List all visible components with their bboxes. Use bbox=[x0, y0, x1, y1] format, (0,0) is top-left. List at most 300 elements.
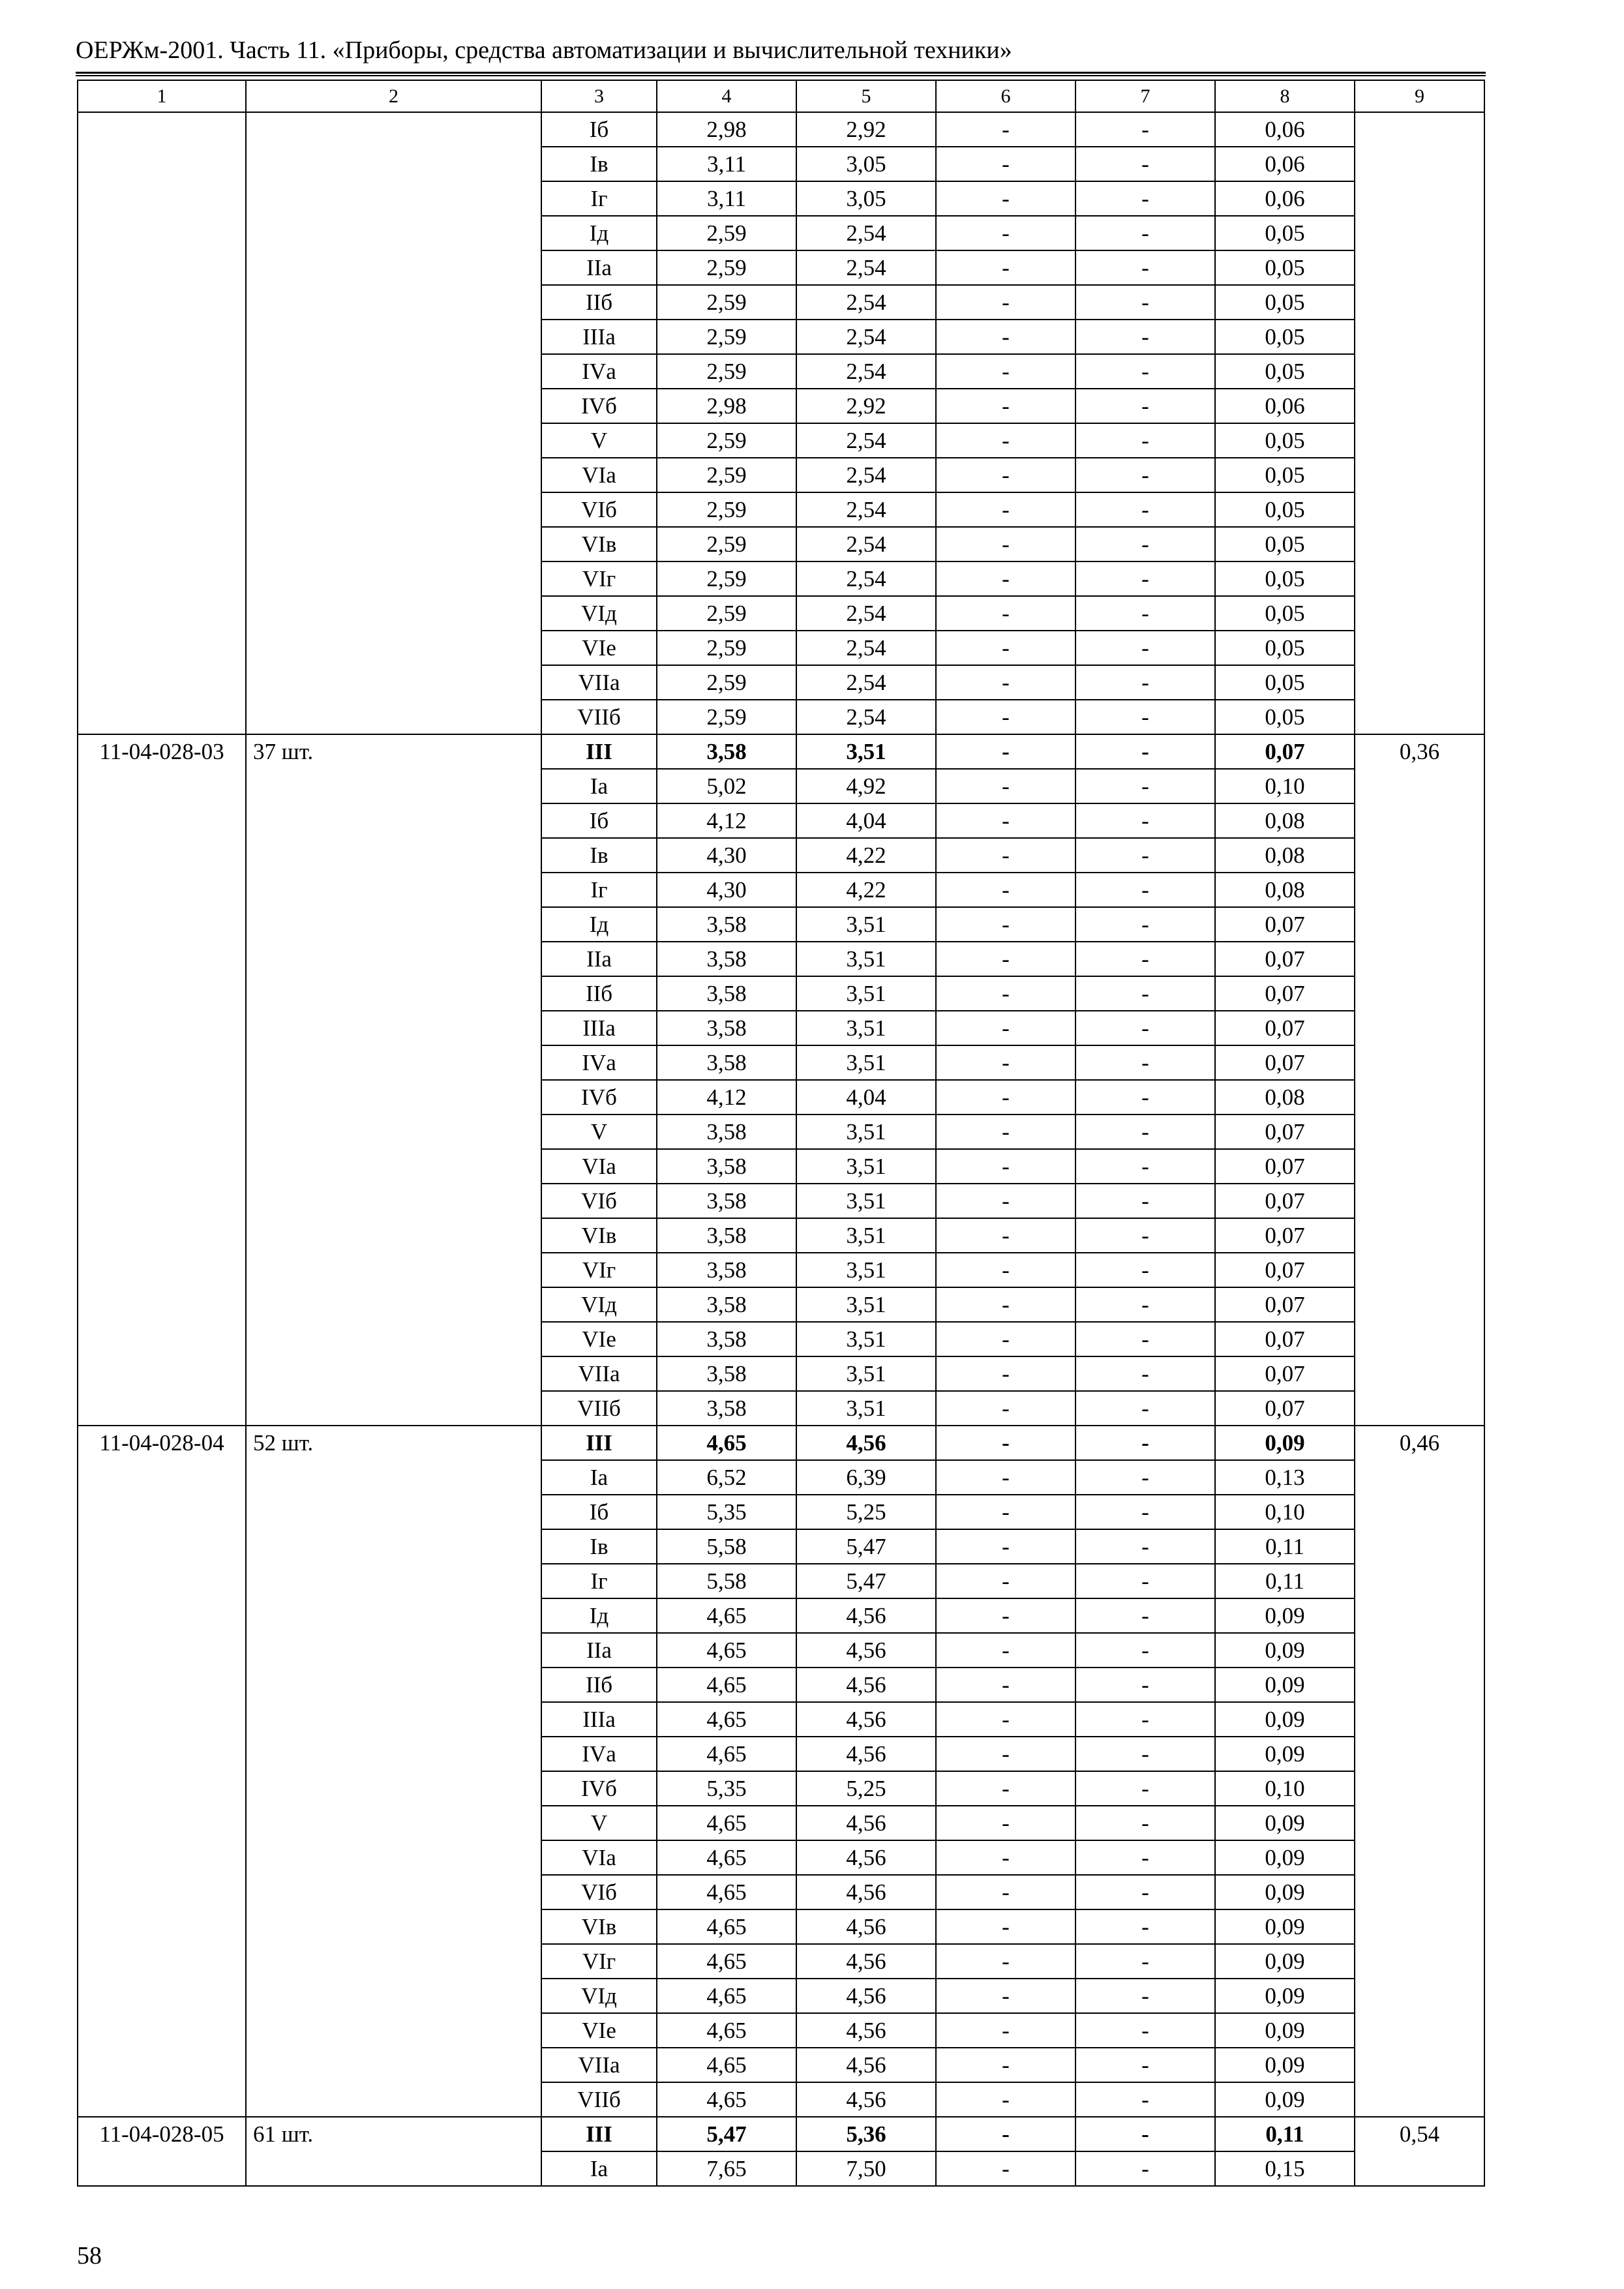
col5-cell: 3,51 bbox=[796, 1218, 936, 1253]
col8-cell: 0,08 bbox=[1215, 873, 1355, 907]
col7-cell: - bbox=[1075, 1322, 1215, 1356]
zone-cell: IIб bbox=[541, 1668, 657, 1702]
col7-cell: - bbox=[1075, 1806, 1215, 1840]
col6-cell: - bbox=[936, 1115, 1075, 1149]
zone-cell: IVа bbox=[541, 354, 657, 389]
zone-cell: VIв bbox=[541, 1218, 657, 1253]
col4-cell: 3,58 bbox=[657, 1253, 796, 1287]
col7-cell: - bbox=[1075, 561, 1215, 596]
col5-cell: 2,54 bbox=[796, 700, 936, 734]
col5-cell: 4,56 bbox=[796, 2082, 936, 2117]
column-number: 8 bbox=[1215, 80, 1355, 112]
col6-cell: - bbox=[936, 147, 1075, 181]
column-number-row bbox=[78, 80, 1484, 112]
col7-cell: - bbox=[1075, 1149, 1215, 1184]
col6-cell: - bbox=[936, 250, 1075, 285]
zone-cell: Iг bbox=[541, 181, 657, 216]
zone-cell: IVб bbox=[541, 1771, 657, 1806]
col4-cell: 5,58 bbox=[657, 1529, 796, 1564]
col8-cell: 0,05 bbox=[1215, 250, 1355, 285]
col6-cell: - bbox=[936, 458, 1075, 492]
col7-cell: - bbox=[1075, 527, 1215, 561]
col7-cell: - bbox=[1075, 838, 1215, 873]
col7-cell: - bbox=[1075, 769, 1215, 803]
col7-cell: - bbox=[1075, 1979, 1215, 2013]
zone-cell: IVа bbox=[541, 1045, 657, 1080]
col8-cell: 0,09 bbox=[1215, 2048, 1355, 2082]
zone-cell: IIа bbox=[541, 250, 657, 285]
col8-cell: 0,08 bbox=[1215, 803, 1355, 838]
col6-cell: - bbox=[936, 389, 1075, 423]
col6-cell: - bbox=[936, 492, 1075, 527]
col7-cell: - bbox=[1075, 1840, 1215, 1875]
col8-cell: 0,05 bbox=[1215, 320, 1355, 354]
col5-cell: 5,47 bbox=[796, 1564, 936, 1598]
col9-cell bbox=[1355, 112, 1484, 734]
zone-cell: VIе bbox=[541, 2013, 657, 2048]
col4-cell: 6,52 bbox=[657, 1460, 796, 1495]
zone-cell: Iа bbox=[541, 769, 657, 803]
col5-cell: 2,54 bbox=[796, 423, 936, 458]
col5-cell: 4,56 bbox=[796, 1979, 936, 2013]
col8-cell: 0,10 bbox=[1215, 1771, 1355, 1806]
col4-cell: 3,11 bbox=[657, 181, 796, 216]
col6-cell: - bbox=[936, 1045, 1075, 1080]
col6-cell: - bbox=[936, 1737, 1075, 1771]
col7-cell: - bbox=[1075, 250, 1215, 285]
zone-cell: Iв bbox=[541, 1529, 657, 1564]
col7-cell: - bbox=[1075, 2117, 1215, 2151]
table-row-summary bbox=[78, 734, 1484, 769]
col7-cell: - bbox=[1075, 873, 1215, 907]
col7-cell: - bbox=[1075, 1253, 1215, 1287]
col8-cell: 0,09 bbox=[1215, 2013, 1355, 2048]
table-row-summary bbox=[78, 2117, 1484, 2151]
col4-cell: 7,65 bbox=[657, 2151, 796, 2186]
zone-cell: III bbox=[541, 734, 657, 769]
col8-cell: 0,07 bbox=[1215, 907, 1355, 942]
col8-cell: 0,05 bbox=[1215, 216, 1355, 250]
col7-cell: - bbox=[1075, 1218, 1215, 1253]
col6-cell: - bbox=[936, 527, 1075, 561]
zone-cell: IIIа bbox=[541, 1702, 657, 1737]
col5-cell: 5,47 bbox=[796, 1529, 936, 1564]
zone-cell: IIб bbox=[541, 285, 657, 320]
col4-cell: 4,30 bbox=[657, 873, 796, 907]
zone-cell: IVа bbox=[541, 1737, 657, 1771]
unit-cell: 61 шт. bbox=[246, 2117, 541, 2186]
zone-cell: VIе bbox=[541, 1322, 657, 1356]
zone-cell: Iа bbox=[541, 1460, 657, 1495]
col6-cell: - bbox=[936, 1668, 1075, 1702]
zone-cell: VIв bbox=[541, 527, 657, 561]
col8-cell: 0,06 bbox=[1215, 147, 1355, 181]
col8-cell: 0,08 bbox=[1215, 838, 1355, 873]
col4-cell: 5,35 bbox=[657, 1771, 796, 1806]
table-body bbox=[78, 80, 1484, 2186]
col7-cell: - bbox=[1075, 181, 1215, 216]
zone-cell: VIIб bbox=[541, 700, 657, 734]
col4-cell: 4,65 bbox=[657, 2048, 796, 2082]
col8-cell: 0,09 bbox=[1215, 1909, 1355, 1944]
code-cell: 11-04-028-03 bbox=[78, 734, 246, 1426]
col5-cell: 3,51 bbox=[796, 1115, 936, 1149]
column-number: 1 bbox=[78, 80, 246, 112]
zone-cell: Iд bbox=[541, 1598, 657, 1633]
col5-cell: 3,51 bbox=[796, 976, 936, 1011]
col8-cell: 0,09 bbox=[1215, 1668, 1355, 1702]
col5-cell: 2,54 bbox=[796, 250, 936, 285]
norms-table bbox=[77, 80, 1485, 2187]
zone-cell: VIа bbox=[541, 458, 657, 492]
col8-cell: 0,05 bbox=[1215, 423, 1355, 458]
col8-cell: 0,10 bbox=[1215, 769, 1355, 803]
col4-cell: 4,30 bbox=[657, 838, 796, 873]
col6-cell: - bbox=[936, 1218, 1075, 1253]
col8-cell: 0,11 bbox=[1215, 1564, 1355, 1598]
col8-cell: 0,09 bbox=[1215, 1426, 1355, 1460]
col4-cell: 4,65 bbox=[657, 1875, 796, 1909]
zone-cell: VIе bbox=[541, 631, 657, 665]
col4-cell: 3,58 bbox=[657, 1184, 796, 1218]
col6-cell: - bbox=[936, 1356, 1075, 1391]
col5-cell: 4,56 bbox=[796, 1875, 936, 1909]
col8-cell: 0,07 bbox=[1215, 1322, 1355, 1356]
col4-cell: 3,11 bbox=[657, 147, 796, 181]
zone-cell: VIIб bbox=[541, 2082, 657, 2117]
col4-cell: 2,59 bbox=[657, 458, 796, 492]
col4-cell: 3,58 bbox=[657, 1149, 796, 1184]
col4-cell: 2,59 bbox=[657, 665, 796, 700]
col5-cell: 4,56 bbox=[796, 1702, 936, 1737]
col5-cell: 3,05 bbox=[796, 181, 936, 216]
col4-cell: 2,59 bbox=[657, 250, 796, 285]
col5-cell: 5,25 bbox=[796, 1495, 936, 1529]
col5-cell: 4,56 bbox=[796, 2048, 936, 2082]
col6-cell: - bbox=[936, 631, 1075, 665]
col6-cell: - bbox=[936, 1564, 1075, 1598]
col5-cell: 2,54 bbox=[796, 492, 936, 527]
col6-cell: - bbox=[936, 216, 1075, 250]
zone-cell: Iд bbox=[541, 216, 657, 250]
zone-cell: VIIб bbox=[541, 1391, 657, 1426]
col7-cell: - bbox=[1075, 2151, 1215, 2186]
col4-cell: 2,59 bbox=[657, 596, 796, 631]
col4-cell: 2,59 bbox=[657, 285, 796, 320]
col6-cell: - bbox=[936, 907, 1075, 942]
col5-cell: 2,54 bbox=[796, 458, 936, 492]
col4-cell: 2,59 bbox=[657, 631, 796, 665]
col6-cell: - bbox=[936, 1702, 1075, 1737]
col7-cell: - bbox=[1075, 1909, 1215, 1944]
col8-cell: 0,09 bbox=[1215, 1840, 1355, 1875]
col6-cell: - bbox=[936, 1322, 1075, 1356]
col7-cell: - bbox=[1075, 1080, 1215, 1115]
col8-cell: 0,05 bbox=[1215, 285, 1355, 320]
col6-cell: - bbox=[936, 1598, 1075, 1633]
col8-cell: 0,05 bbox=[1215, 700, 1355, 734]
col7-cell: - bbox=[1075, 1564, 1215, 1598]
col8-cell: 0,05 bbox=[1215, 354, 1355, 389]
zone-cell: VIа bbox=[541, 1149, 657, 1184]
col7-cell: - bbox=[1075, 1115, 1215, 1149]
zone-cell: VIб bbox=[541, 492, 657, 527]
col4-cell: 2,59 bbox=[657, 423, 796, 458]
col9-cell: 0,46 bbox=[1355, 1426, 1484, 2117]
col4-cell: 4,65 bbox=[657, 1633, 796, 1668]
col5-cell: 2,54 bbox=[796, 354, 936, 389]
col4-cell: 3,58 bbox=[657, 1322, 796, 1356]
col5-cell: 4,56 bbox=[796, 1737, 936, 1771]
col5-cell: 3,51 bbox=[796, 734, 936, 769]
table-row bbox=[78, 112, 1484, 147]
col6-cell: - bbox=[936, 354, 1075, 389]
col6-cell: - bbox=[936, 561, 1075, 596]
column-number: 6 bbox=[936, 80, 1075, 112]
col8-cell: 0,06 bbox=[1215, 112, 1355, 147]
table-row-summary bbox=[78, 1426, 1484, 1460]
col8-cell: 0,07 bbox=[1215, 1218, 1355, 1253]
col4-cell: 4,65 bbox=[657, 2013, 796, 2048]
col8-cell: 0,05 bbox=[1215, 596, 1355, 631]
col5-cell: 3,05 bbox=[796, 147, 936, 181]
col6-cell: - bbox=[936, 1909, 1075, 1944]
col5-cell: 2,54 bbox=[796, 216, 936, 250]
col7-cell: - bbox=[1075, 631, 1215, 665]
col4-cell: 4,65 bbox=[657, 1944, 796, 1979]
running-header: ОЕРЖм-2001. Часть 11. «Приборы, средства автоматизации и вычислительной техники» bbox=[76, 37, 1012, 64]
col4-cell: 3,58 bbox=[657, 1218, 796, 1253]
col7-cell: - bbox=[1075, 1356, 1215, 1391]
zone-cell: VIд bbox=[541, 1287, 657, 1322]
col7-cell: - bbox=[1075, 2082, 1215, 2117]
col7-cell: - bbox=[1075, 147, 1215, 181]
col7-cell: - bbox=[1075, 1529, 1215, 1564]
col8-cell: 0,11 bbox=[1215, 2117, 1355, 2151]
col8-cell: 0,07 bbox=[1215, 1115, 1355, 1149]
col7-cell: - bbox=[1075, 458, 1215, 492]
zone-cell: III bbox=[541, 1426, 657, 1460]
code-cell: 11-04-028-05 bbox=[78, 2117, 246, 2186]
zone-cell: IIа bbox=[541, 942, 657, 976]
col6-cell: - bbox=[936, 423, 1075, 458]
col5-cell: 4,56 bbox=[796, 1668, 936, 1702]
col6-cell: - bbox=[936, 1011, 1075, 1045]
col8-cell: 0,07 bbox=[1215, 1045, 1355, 1080]
col4-cell: 4,12 bbox=[657, 1080, 796, 1115]
col7-cell: - bbox=[1075, 803, 1215, 838]
col6-cell: - bbox=[936, 1391, 1075, 1426]
col5-cell: 3,51 bbox=[796, 1253, 936, 1287]
column-number: 9 bbox=[1355, 80, 1484, 112]
zone-cell: V bbox=[541, 1806, 657, 1840]
col8-cell: 0,07 bbox=[1215, 1391, 1355, 1426]
column-number: 2 bbox=[246, 80, 541, 112]
header-rule bbox=[76, 72, 1486, 76]
col4-cell: 4,65 bbox=[657, 1426, 796, 1460]
col5-cell: 4,56 bbox=[796, 2013, 936, 2048]
col8-cell: 0,06 bbox=[1215, 389, 1355, 423]
col6-cell: - bbox=[936, 838, 1075, 873]
col5-cell: 2,54 bbox=[796, 285, 936, 320]
col8-cell: 0,09 bbox=[1215, 1806, 1355, 1840]
zone-cell: Iа bbox=[541, 2151, 657, 2186]
col7-cell: - bbox=[1075, 700, 1215, 734]
col5-cell: 3,51 bbox=[796, 1287, 936, 1322]
col5-cell: 2,54 bbox=[796, 631, 936, 665]
col6-cell: - bbox=[936, 2117, 1075, 2151]
col7-cell: - bbox=[1075, 423, 1215, 458]
col6-cell: - bbox=[936, 1149, 1075, 1184]
col5-cell: 2,54 bbox=[796, 561, 936, 596]
col6-cell: - bbox=[936, 2013, 1075, 2048]
zone-cell: IIIа bbox=[541, 320, 657, 354]
col7-cell: - bbox=[1075, 1875, 1215, 1909]
col4-cell: 4,65 bbox=[657, 1909, 796, 1944]
col8-cell: 0,09 bbox=[1215, 1633, 1355, 1668]
col8-cell: 0,07 bbox=[1215, 942, 1355, 976]
col7-cell: - bbox=[1075, 1633, 1215, 1668]
zone-cell: Iв bbox=[541, 838, 657, 873]
zone-cell: Iб bbox=[541, 112, 657, 147]
col6-cell: - bbox=[936, 320, 1075, 354]
col7-cell: - bbox=[1075, 2048, 1215, 2082]
col5-cell: 5,25 bbox=[796, 1771, 936, 1806]
col4-cell: 4,65 bbox=[657, 1702, 796, 1737]
col5-cell: 6,39 bbox=[796, 1460, 936, 1495]
col7-cell: - bbox=[1075, 942, 1215, 976]
zone-cell: IIб bbox=[541, 976, 657, 1011]
unit-cell: 52 шт. bbox=[246, 1426, 541, 2117]
col6-cell: - bbox=[936, 2048, 1075, 2082]
col8-cell: 0,09 bbox=[1215, 1875, 1355, 1909]
col6-cell: - bbox=[936, 1875, 1075, 1909]
col4-cell: 4,65 bbox=[657, 1806, 796, 1840]
col7-cell: - bbox=[1075, 1426, 1215, 1460]
zone-cell: VIIа bbox=[541, 2048, 657, 2082]
col8-cell: 0,13 bbox=[1215, 1460, 1355, 1495]
col6-cell: - bbox=[936, 1287, 1075, 1322]
col6-cell: - bbox=[936, 2151, 1075, 2186]
col6-cell: - bbox=[936, 112, 1075, 147]
col8-cell: 0,15 bbox=[1215, 2151, 1355, 2186]
zone-cell: VIIа bbox=[541, 1356, 657, 1391]
col8-cell: 0,05 bbox=[1215, 492, 1355, 527]
col7-cell: - bbox=[1075, 1944, 1215, 1979]
col7-cell: - bbox=[1075, 285, 1215, 320]
col6-cell: - bbox=[936, 700, 1075, 734]
col5-cell: 7,50 bbox=[796, 2151, 936, 2186]
col4-cell: 2,59 bbox=[657, 320, 796, 354]
col5-cell: 3,51 bbox=[796, 1391, 936, 1426]
col7-cell: - bbox=[1075, 492, 1215, 527]
col4-cell: 3,58 bbox=[657, 1391, 796, 1426]
col8-cell: 0,07 bbox=[1215, 1011, 1355, 1045]
col4-cell: 5,02 bbox=[657, 769, 796, 803]
col7-cell: - bbox=[1075, 976, 1215, 1011]
col5-cell: 5,36 bbox=[796, 2117, 936, 2151]
col7-cell: - bbox=[1075, 2013, 1215, 2048]
zone-cell: VIб bbox=[541, 1875, 657, 1909]
col6-cell: - bbox=[936, 1253, 1075, 1287]
col8-cell: 0,09 bbox=[1215, 1944, 1355, 1979]
zone-cell: V bbox=[541, 423, 657, 458]
col7-cell: - bbox=[1075, 1460, 1215, 1495]
zone-cell: VIв bbox=[541, 1909, 657, 1944]
col5-cell: 4,56 bbox=[796, 1633, 936, 1668]
col7-cell: - bbox=[1075, 1737, 1215, 1771]
col4-cell: 3,58 bbox=[657, 1356, 796, 1391]
zone-cell: VIг bbox=[541, 1253, 657, 1287]
col8-cell: 0,11 bbox=[1215, 1529, 1355, 1564]
col7-cell: - bbox=[1075, 734, 1215, 769]
col4-cell: 3,58 bbox=[657, 942, 796, 976]
zone-cell: IVб bbox=[541, 1080, 657, 1115]
col4-cell: 3,58 bbox=[657, 1115, 796, 1149]
column-number: 4 bbox=[657, 80, 796, 112]
col4-cell: 2,59 bbox=[657, 700, 796, 734]
col4-cell: 4,65 bbox=[657, 1979, 796, 2013]
col5-cell: 4,56 bbox=[796, 1426, 936, 1460]
col5-cell: 2,54 bbox=[796, 596, 936, 631]
col8-cell: 0,05 bbox=[1215, 631, 1355, 665]
zone-cell: IIа bbox=[541, 1633, 657, 1668]
code-cell bbox=[78, 112, 246, 734]
col5-cell: 4,56 bbox=[796, 1909, 936, 1944]
col8-cell: 0,07 bbox=[1215, 1356, 1355, 1391]
col4-cell: 3,58 bbox=[657, 907, 796, 942]
col7-cell: - bbox=[1075, 1184, 1215, 1218]
zone-cell: VIг bbox=[541, 1944, 657, 1979]
col4-cell: 4,12 bbox=[657, 803, 796, 838]
col6-cell: - bbox=[936, 1426, 1075, 1460]
col5-cell: 3,51 bbox=[796, 907, 936, 942]
col6-cell: - bbox=[936, 1633, 1075, 1668]
col8-cell: 0,05 bbox=[1215, 527, 1355, 561]
col4-cell: 4,65 bbox=[657, 1737, 796, 1771]
col7-cell: - bbox=[1075, 1668, 1215, 1702]
col5-cell: 4,04 bbox=[796, 1080, 936, 1115]
unit-cell bbox=[246, 112, 541, 734]
col8-cell: 0,05 bbox=[1215, 665, 1355, 700]
col8-cell: 0,07 bbox=[1215, 1287, 1355, 1322]
col5-cell: 3,51 bbox=[796, 1149, 936, 1184]
col4-cell: 4,65 bbox=[657, 2082, 796, 2117]
col4-cell: 5,58 bbox=[657, 1564, 796, 1598]
col9-cell: 0,54 bbox=[1355, 2117, 1484, 2186]
zone-cell: Iб bbox=[541, 1495, 657, 1529]
zone-cell: IIIа bbox=[541, 1011, 657, 1045]
col5-cell: 3,51 bbox=[796, 1356, 936, 1391]
column-number: 7 bbox=[1075, 80, 1215, 112]
col4-cell: 2,59 bbox=[657, 354, 796, 389]
col5-cell: 3,51 bbox=[796, 1184, 936, 1218]
col7-cell: - bbox=[1075, 1598, 1215, 1633]
col6-cell: - bbox=[936, 1080, 1075, 1115]
col8-cell: 0,05 bbox=[1215, 458, 1355, 492]
col5-cell: 2,54 bbox=[796, 665, 936, 700]
zone-cell: IVб bbox=[541, 389, 657, 423]
unit-cell: 37 шт. bbox=[246, 734, 541, 1426]
col7-cell: - bbox=[1075, 907, 1215, 942]
col5-cell: 2,54 bbox=[796, 320, 936, 354]
zone-cell: VIб bbox=[541, 1184, 657, 1218]
col5-cell: 4,56 bbox=[796, 1840, 936, 1875]
col4-cell: 3,58 bbox=[657, 1045, 796, 1080]
col7-cell: - bbox=[1075, 1391, 1215, 1426]
col7-cell: - bbox=[1075, 216, 1215, 250]
col5-cell: 3,51 bbox=[796, 942, 936, 976]
